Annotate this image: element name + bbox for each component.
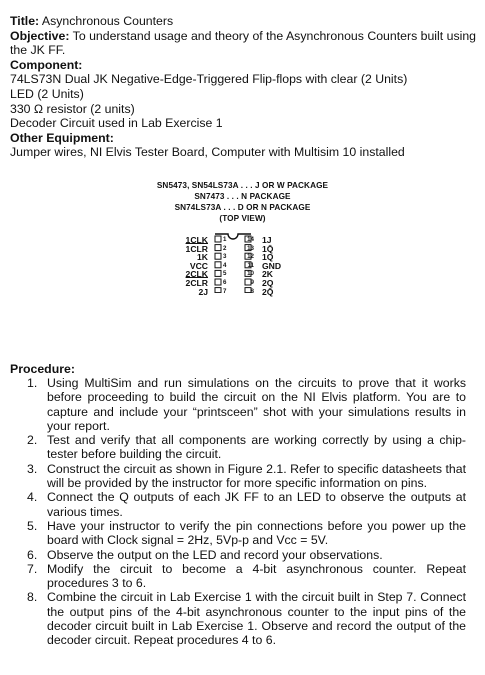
component-item: LED (2 Units): [10, 86, 84, 101]
other-equipment-label: Other Equipment:: [10, 130, 114, 145]
step-text: Using MultiSim and run simulations on the circuits to prove that it works before proceeding to build the circuit on the NI Elvis platform. You are to capture and include your “printsceen” shot with your simulations results in your report.: [47, 376, 466, 433]
step-text: Modify the circuit to become a 4-bit asynchronous counter. Repeat procedures 3 to 6.: [47, 561, 466, 591]
step-number: 1.: [27, 376, 38, 390]
pin-name: 1CLR: [185, 243, 208, 254]
pin-name: 2J: [198, 286, 208, 297]
component-label: Component:: [10, 57, 83, 72]
chip-package-header: [0, 180, 485, 224]
step-number: 3.: [27, 461, 38, 476]
component-item: Decoder Circuit used in Lab Exercise 1: [10, 116, 223, 131]
pin-name: VCC: [189, 260, 208, 271]
chip-header-line: SN74LS73A . . . D OR N PACKAGE: [174, 203, 311, 212]
pin-number: 13: [247, 244, 254, 252]
component-item: 330 Ω resistor (2 units): [10, 101, 135, 116]
pin-number: 7: [223, 287, 227, 295]
procedure-label: Procedure:: [10, 362, 75, 376]
procedure-step: [10, 462, 466, 491]
step-number: 6.: [27, 547, 38, 562]
pin-name: 1Q̄: [262, 243, 274, 254]
pin-number: 8: [250, 287, 254, 295]
pin-name: 1CLK: [185, 235, 208, 245]
pin-number: 6: [223, 278, 227, 286]
pin-number: 12: [247, 253, 254, 261]
pin-number: 14: [247, 236, 254, 243]
component-item: 74LS73N Dual JK Negative-Edge-Triggered Flip-flops with clear (2 Units): [10, 72, 408, 87]
step-number: 8.: [27, 590, 38, 605]
pin-number: 4: [223, 261, 227, 269]
chip-header-line: (TOP VIEW): [219, 214, 266, 223]
step-text: Have your instructor to verify the pin connections before you power up the board with Clock signal = 2Hz, 5Vp-p and Vcc = 5V.: [47, 518, 466, 548]
pin-number: 10: [247, 270, 254, 278]
procedure-step: [10, 562, 466, 591]
step-number: 5.: [27, 518, 38, 533]
right-pin-names: [262, 236, 312, 296]
step-text: Connect the Q outputs of each JK FF to an LED to observe the outputs at various times.: [47, 490, 466, 519]
step-number: 4.: [27, 490, 38, 505]
step-text: Test and verify that all components are working correctly by using a chip-tester before building the circuit.: [47, 433, 466, 462]
pin-name: 2Q: [262, 277, 274, 288]
chip-header-line: SN5473, SN54LS73A . . . J OR W PACKAGE: [156, 181, 329, 190]
objective-text: To understand usage and theory of the Asynchronous Counters built using the JK FF.: [10, 28, 477, 58]
procedure-step: [10, 548, 466, 562]
pin-number: 3: [223, 253, 227, 261]
other-equipment-text: Jumper wires, NI Elvis Tester Board, Computer with Multisim 10 installed: [10, 145, 405, 160]
pin-name: 1J: [262, 235, 272, 245]
pin-number: 9: [250, 278, 254, 286]
pin-name: 2K: [262, 269, 273, 280]
pin-number: 5: [223, 270, 227, 278]
procedure-list: [10, 376, 466, 648]
left-pin-numbers: [213, 236, 225, 296]
procedure-step: [10, 376, 466, 433]
procedure-step: [10, 519, 466, 548]
pin-number: 1: [223, 236, 227, 243]
left-pin-names: [140, 236, 208, 296]
step-text: Observe the output on the LED and record your observations.: [47, 547, 383, 562]
pin-number: 11: [247, 261, 254, 269]
pin-name: 1Q: [262, 252, 274, 263]
objective-line: [10, 29, 478, 58]
step-text: Construct the circuit as shown in Figure 2.1. Refer to specific datasheets that will be provided by the instructor for more specific information on pins.: [47, 461, 466, 491]
objective-label: Objective:: [10, 28, 70, 43]
title-line: [10, 14, 478, 29]
step-number: 7.: [27, 561, 38, 576]
step-number: 2.: [27, 433, 38, 448]
pin-name: GND: [262, 260, 282, 271]
right-pin-numbers: [244, 236, 254, 296]
procedure-step: [10, 590, 466, 647]
document-header: [10, 14, 478, 160]
pin-name: 1K: [197, 252, 208, 263]
step-text: Combine the circuit in Lab Exercise 1 with the circuit built in Step 7. Connect the output pins of the 4-bit asynchronous counter to the input pins of the decoder circuit built in Lab Exercise 1. Observe and record the output of the decoder circuit. Repeat procedures 4 to 6.: [47, 590, 466, 648]
procedure-step: [10, 490, 466, 519]
pin-name: 2Q̄: [262, 286, 274, 297]
title-text: Asynchronous Counters: [41, 14, 174, 28]
pin-name: 2CLR: [185, 277, 208, 288]
chip-header-line: SN7473 . . . N PACKAGE: [194, 192, 291, 201]
pin-name: 2CLK: [185, 269, 208, 280]
procedure-step: [10, 433, 466, 462]
title-label: Title:: [10, 14, 40, 28]
pin-number: 2: [223, 244, 227, 252]
